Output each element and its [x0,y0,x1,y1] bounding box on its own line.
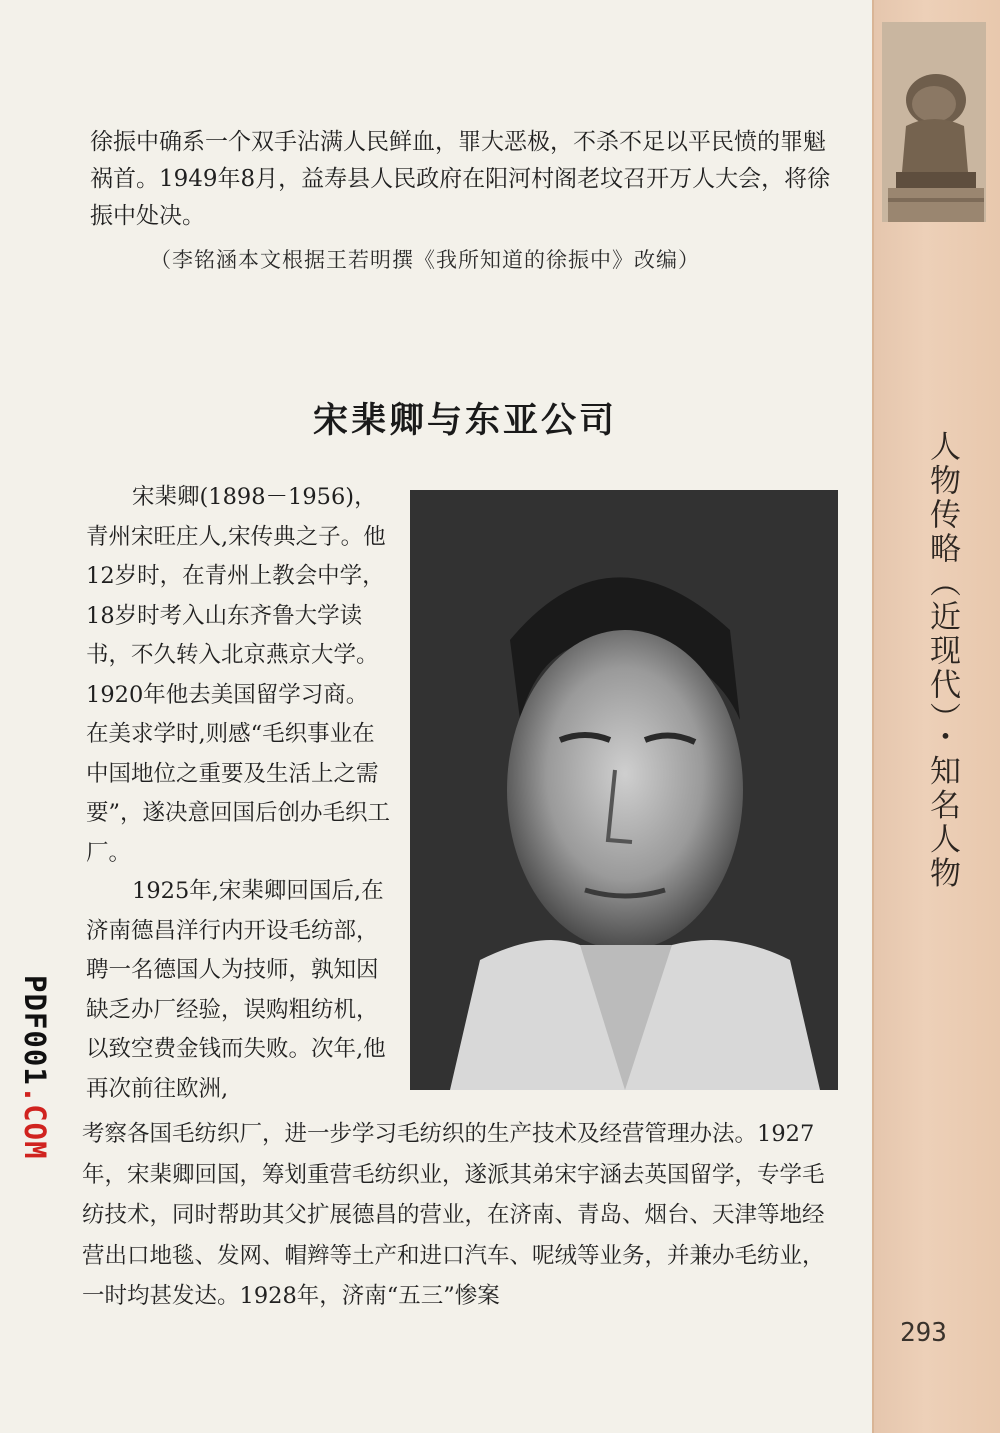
section-title: 人物传略（近现代）・知名人物 [924,430,960,891]
portrait-photo [410,490,838,1090]
page-number: 293 [900,1318,947,1348]
watermark [12,975,52,1165]
watermark-domain: .COM [18,1085,52,1160]
article-title: 宋棐卿与东亚公司 [312,400,617,441]
watermark-main: PDF001 [18,975,52,1086]
paragraph-1: 宋棐卿(1898－1956)，青州宋旺庄人,宋传典之子。他12岁时，在青州上教会中学，18岁时考入山东齐鲁大学读书，不久转入北京燕京大学。1920年他去美国留学习商。在美求学时,则感“毛织事业在中国地位之重要及生活上之需要”，遂决意回国后创办毛织工厂。 [86,484,391,866]
paragraph-2-continued: 考察各国毛纺织厂，进一步学习毛纺织的生产技术及经营管理办法。1927年，宋棐卿回国，筹划重营毛纺织业，遂派其弟宋宇涵去英国留学，专学毛纺技术，同时帮助其父扩展德昌的营业，在济南、青岛、烟台、天津等地经营出口地毯、发网、帽辫等土产和进口汽车、呢绒等业务，并兼办毛纺业，一时均甚发达。1928年，济南“五三”惨案 [82,1121,825,1309]
intro-paragraph: 徐振中确系一个双手沾满人民鲜血，罪大恶极，不杀不足以平民愤的罪魁祸首。1949年8月，益寿县人民政府在阳河村阁老坟召开万人大会，将徐振中处决。 [90,129,831,229]
stone-lion-image [882,22,986,222]
source-note: （李铭涵本文根据王若明撰《我所知道的徐振中》改编） [150,248,700,272]
paragraph-2: 1925年,宋棐卿回国后,在济南德昌洋行内开设毛纺部，聘一名德国人为技师，孰知因缺乏办厂经验，误购粗纺机，以致空费金钱而失败。次年,他再次前往欧洲, [86,878,386,1102]
